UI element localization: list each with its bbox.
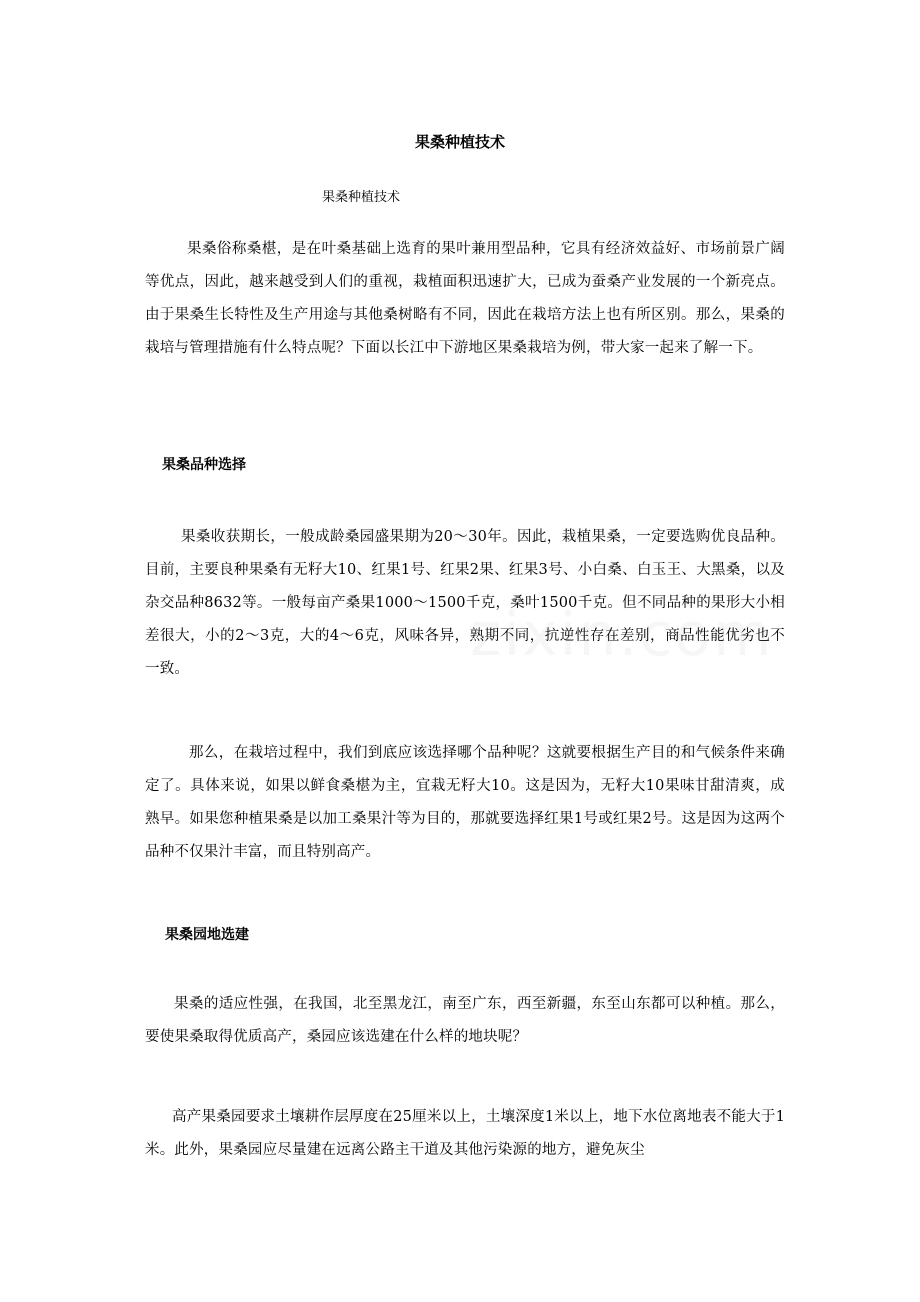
variety-paragraph-2: 那么，在栽培过程中，我们到底应该选择哪个品种呢？这就要根据生产目的和气候条件来确定了。具体来说，如果以鲜食桑椹为主，宜栽无籽大10。这是因为，无籽大10果味甘甜清爽，成熟早。如果您种植果桑是以加工桑果汁等为目的，那就要选择红果1号或红果2号。这是因为这两个品种不仅果汁丰富，而且特别高产。 bbox=[145, 745, 785, 860]
document-subtitle: 果桑种植技术 bbox=[322, 190, 401, 205]
variety-paragraph-1: 果桑收获期长，一般成龄桑园盛果期为20～30年。因此，栽植果桑，一定要选购优良品种。目前，主要良种果桑有无籽大10、红果1号、红果2果、红果3号、小白桑、白玉王、大黑桑，以及杂交品种8632等。一般每亩产桑果1000～1500千克，桑叶1500千克。但不同品种的果形大小相差很大，小的2～3克，大的4～6克，风味各异，熟期不同，抗逆性存在差别，商品性能优劣也不一致。 bbox=[145, 529, 785, 677]
site-paragraph-1: 果桑的适应性强，在我国，北至黑龙江，南至广东，西至新疆，东至山东都可以种植。那么，要使果桑取得优质高产，桑园应该选建在什么样的地块呢？ bbox=[145, 996, 785, 1045]
intro-paragraph: 果桑俗称桑椹，是在叶桑基础上选育的果叶兼用型品种，它具有经济效益好、市场前景广阔等优点，因此，越来越受到人们的重视，栽植面积迅速扩大，已成为蚕桑产业发展的一个新亮点。由于果桑生长特性及生产用途与其他桑树略有不同，因此在栽培方法上也有所区别。那么，果桑的栽培与管理措施有什么特点呢？下面以长江中下游地区果桑栽培为例，带大家一起来了解一下。 bbox=[145, 241, 785, 356]
section-heading-variety: 果桑品种选择 bbox=[162, 457, 246, 473]
section-heading-site: 果桑园地选建 bbox=[165, 927, 249, 943]
site-paragraph-2: 高产果桑园要求土壤耕作层厚度在25厘米以上，土壤深度1米以上，地下水位离地表不能大于1米。此外，果桑园应尽量建在远离公路主干道及其他污染源的地方，避免灰尘 bbox=[145, 1109, 785, 1158]
document-title: 果桑种植技术 bbox=[414, 133, 505, 151]
